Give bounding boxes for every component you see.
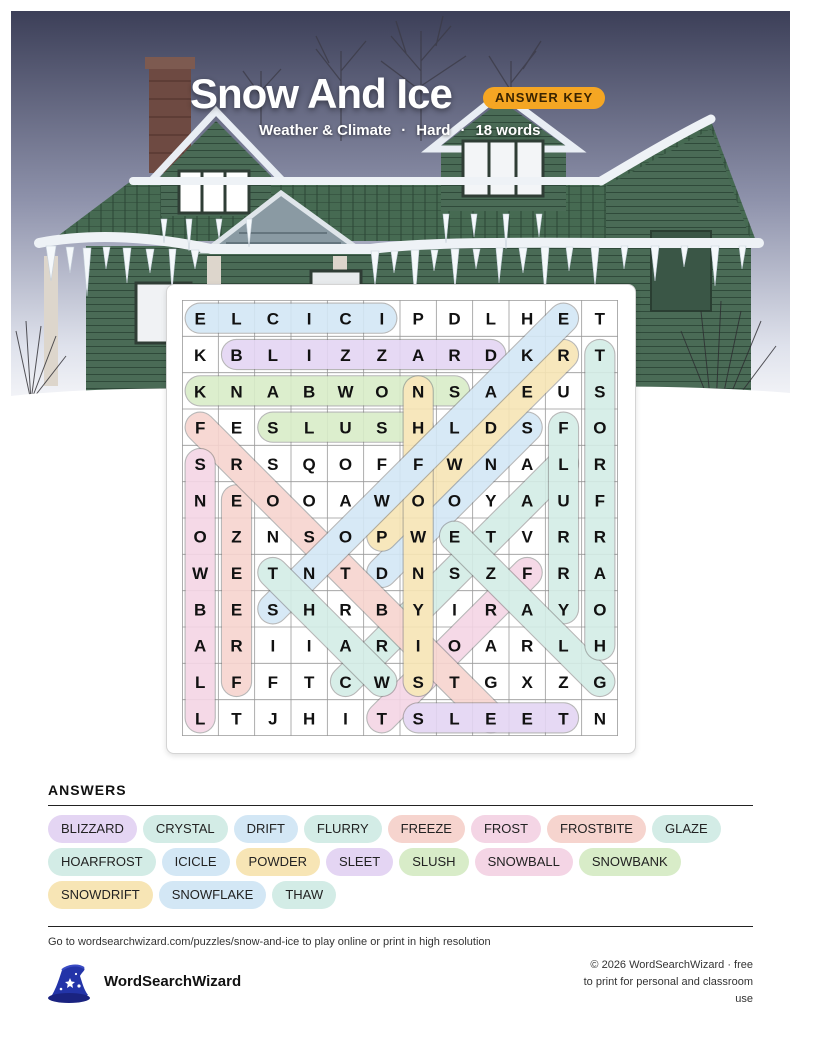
grid-letter: P bbox=[376, 527, 388, 547]
grid-letter: Z bbox=[485, 564, 497, 583]
grid-letter: F bbox=[231, 673, 242, 692]
grid-letter: A bbox=[194, 636, 207, 656]
grid-letter: W bbox=[373, 673, 390, 692]
answer-chip-flurry: FLURRY bbox=[304, 815, 382, 843]
grid-letter: X bbox=[521, 673, 533, 692]
grid-letter: V bbox=[521, 527, 533, 547]
grid-letter: Y bbox=[557, 600, 570, 620]
grid-letter: N bbox=[303, 564, 316, 583]
grid-letter: A bbox=[593, 564, 606, 583]
answer-key-badge: ANSWER KEY bbox=[483, 87, 605, 109]
grid-letter: S bbox=[267, 600, 279, 620]
word-count-label: 18 words bbox=[475, 122, 541, 139]
grid-letter: A bbox=[339, 636, 352, 656]
grid-letter: O bbox=[375, 382, 389, 402]
grid-letter: S bbox=[303, 527, 315, 547]
grid-letter: L bbox=[558, 455, 569, 474]
grid-letter: N bbox=[266, 527, 279, 547]
answers-heading: ANSWERS bbox=[48, 782, 127, 798]
grid-letter: K bbox=[194, 346, 207, 365]
grid-letter: T bbox=[231, 709, 242, 729]
grid-letter: E bbox=[557, 309, 570, 329]
grid-letter: R bbox=[593, 455, 606, 474]
grid-letter: J bbox=[268, 709, 278, 729]
grid-letter: P bbox=[412, 309, 424, 329]
grid-letter: Y bbox=[485, 491, 497, 511]
grid-letter: D bbox=[484, 346, 497, 365]
answer-chip-snowball: SNOWBALL bbox=[475, 848, 573, 876]
grid-letter: I bbox=[415, 636, 421, 656]
grid-letter: I bbox=[343, 709, 348, 729]
answer-chip-snowdrift: SNOWDRIFT bbox=[48, 881, 153, 909]
grid-letter: A bbox=[521, 600, 534, 620]
category-label: Weather & Climate bbox=[259, 122, 392, 139]
grid-letter: N bbox=[412, 564, 425, 583]
grid-letter: B bbox=[194, 600, 207, 620]
answer-chip-drift: DRIFT bbox=[234, 815, 298, 843]
grid-letter: A bbox=[412, 346, 425, 365]
grid-letter: I bbox=[306, 309, 312, 329]
grid-letter: E bbox=[521, 382, 533, 402]
grid-letter: K bbox=[194, 382, 207, 402]
word-search-grid bbox=[182, 300, 618, 736]
copyright-notice: © 2026 WordSearchWizard · free to print for personal and classroom use bbox=[583, 959, 753, 1005]
grid-letter: I bbox=[452, 600, 457, 620]
grid-letter: F bbox=[376, 455, 388, 474]
grid-letter: Q bbox=[302, 455, 316, 474]
grid-letter: O bbox=[302, 491, 316, 511]
difficulty-label: Hard bbox=[416, 122, 451, 139]
grid-letter: A bbox=[266, 382, 279, 402]
grid-letter: N bbox=[412, 382, 425, 402]
grid-letter: T bbox=[303, 673, 315, 692]
grid-letter: D bbox=[375, 564, 388, 583]
grid-letter: N bbox=[230, 382, 243, 402]
meta-separator: · bbox=[401, 122, 407, 139]
grid-letter: O bbox=[447, 491, 462, 511]
grid-letter: E bbox=[230, 564, 243, 583]
grid-letter: Z bbox=[231, 527, 242, 547]
grid-letter: Z bbox=[340, 346, 351, 365]
grid-letter: T bbox=[594, 346, 606, 365]
grid-letter: H bbox=[303, 709, 316, 729]
grid-letter: U bbox=[557, 491, 570, 511]
grid-letter: I bbox=[306, 346, 312, 365]
grid-letter: R bbox=[339, 600, 352, 620]
grid-letter: E bbox=[230, 600, 243, 620]
grid-letter: T bbox=[267, 564, 279, 583]
grid-letter: R bbox=[230, 455, 243, 474]
grid-letter: O bbox=[593, 418, 607, 438]
answer-chip-frost: FROST bbox=[471, 815, 541, 843]
grid-letter: H bbox=[521, 309, 534, 329]
grid-letter: L bbox=[231, 309, 242, 329]
grid-letter: R bbox=[484, 600, 497, 620]
grid-letter: L bbox=[194, 709, 206, 729]
grid-letter: F bbox=[412, 455, 424, 474]
grid-letter: T bbox=[340, 564, 351, 583]
grid-letter: B bbox=[303, 382, 316, 402]
grid-letter: L bbox=[449, 418, 460, 438]
grid-letter: Y bbox=[412, 600, 424, 620]
answer-chip-glaze: GLAZE bbox=[652, 815, 721, 843]
grid-letter: T bbox=[485, 527, 497, 547]
grid-letter: S bbox=[448, 564, 461, 583]
grid-letter: L bbox=[194, 673, 206, 692]
answer-chip-thaw: THAW bbox=[272, 881, 336, 909]
grid-letter: A bbox=[484, 636, 497, 656]
grid-letter: S bbox=[412, 673, 424, 692]
grid-letter: D bbox=[448, 309, 461, 329]
footer-divider bbox=[48, 926, 753, 927]
grid-letter: N bbox=[593, 709, 606, 729]
grid-letter: S bbox=[267, 418, 279, 438]
grid-letter: S bbox=[412, 709, 424, 729]
answer-chip-freeze: FREEZE bbox=[388, 815, 465, 843]
grid-letter: O bbox=[193, 527, 207, 547]
answers-list bbox=[48, 815, 760, 909]
grid-letter: W bbox=[192, 564, 209, 583]
grid-letter: A bbox=[521, 455, 534, 474]
grid-letter: C bbox=[339, 309, 352, 329]
grid-letter: K bbox=[521, 346, 534, 365]
grid-letter: A bbox=[521, 491, 534, 511]
grid-letter: B bbox=[375, 600, 388, 620]
grid-letter: S bbox=[194, 455, 206, 474]
meta-separator: · bbox=[460, 122, 466, 139]
grid-letter: L bbox=[558, 636, 569, 656]
grid-letter: G bbox=[593, 673, 607, 692]
wizard-hat-logo-icon bbox=[46, 962, 94, 1009]
grid-letter: A bbox=[484, 382, 497, 402]
grid-letter: R bbox=[230, 636, 243, 656]
grid-letter: I bbox=[379, 309, 385, 329]
answer-chip-icicle: ICICLE bbox=[162, 848, 230, 876]
answer-chip-hoarfrost: HOARFROST bbox=[48, 848, 156, 876]
grid-letter: S bbox=[594, 382, 606, 402]
grid-letter: E bbox=[194, 309, 206, 329]
grid-letter: R bbox=[521, 636, 534, 656]
grid-letter: R bbox=[593, 527, 606, 547]
grid-letter: S bbox=[267, 455, 279, 474]
grid-letter: F bbox=[194, 418, 206, 438]
grid-letter: O bbox=[338, 527, 353, 547]
grid-letter: S bbox=[448, 382, 461, 402]
answers-divider bbox=[48, 805, 753, 806]
answer-chip-crystal: CRYSTAL bbox=[143, 815, 228, 843]
grid-letter: S bbox=[376, 418, 388, 438]
grid-letter: H bbox=[593, 636, 606, 656]
grid-letter: D bbox=[484, 418, 497, 438]
grid-letter: R bbox=[557, 527, 570, 547]
grid-letter: E bbox=[521, 709, 533, 729]
grid-letter: H bbox=[412, 418, 425, 438]
grid-letter: T bbox=[376, 709, 388, 729]
grid-letter: R bbox=[375, 636, 388, 656]
answer-chip-snowflake: SNOWFLAKE bbox=[159, 881, 267, 909]
grid-letter: N bbox=[484, 455, 497, 474]
grid-letter: S bbox=[521, 418, 533, 438]
grid-letter: O bbox=[593, 600, 607, 620]
grid-letter: A bbox=[339, 491, 352, 511]
grid-letter: I bbox=[270, 636, 276, 656]
grid-letter: E bbox=[230, 418, 243, 438]
grid-letter: Z bbox=[558, 673, 569, 692]
answer-chip-frostbite: FROSTBITE bbox=[547, 815, 646, 843]
grid-letter: L bbox=[303, 418, 315, 438]
answer-chip-sleet: SLEET bbox=[326, 848, 393, 876]
grid-letter: F bbox=[267, 673, 279, 692]
grid-letter: O bbox=[411, 491, 425, 511]
grid-letter: L bbox=[267, 346, 279, 365]
answer-chip-snowbank: SNOWBANK bbox=[579, 848, 681, 876]
grid-letter: W bbox=[410, 527, 427, 547]
grid-letter: W bbox=[337, 382, 354, 402]
puzzle-title: Snow And Ice bbox=[190, 70, 452, 117]
answer-chip-powder: POWDER bbox=[236, 848, 321, 876]
grid-letter: O bbox=[266, 491, 280, 511]
grid-letter: R bbox=[448, 346, 461, 365]
grid-letter: R bbox=[557, 346, 570, 365]
grid-letter: U bbox=[557, 382, 570, 402]
grid-letter: U bbox=[339, 418, 352, 438]
grid-letter: G bbox=[484, 673, 498, 692]
brand-name: WordSearchWizard bbox=[104, 973, 242, 990]
grid-letter: E bbox=[485, 709, 497, 729]
grid-letter: W bbox=[446, 455, 463, 474]
grid-letter: F bbox=[594, 491, 606, 511]
grid-letter: O bbox=[338, 455, 353, 474]
answer-chip-blizzard: BLIZZARD bbox=[48, 815, 137, 843]
grid-letter: E bbox=[448, 527, 461, 547]
grid-letter: T bbox=[594, 309, 606, 329]
grid-letter: C bbox=[266, 309, 279, 329]
grid-letter: T bbox=[449, 673, 460, 692]
grid-letter: L bbox=[485, 309, 497, 329]
grid-letter: N bbox=[194, 491, 207, 511]
grid-letter: B bbox=[230, 346, 243, 365]
grid-letter: W bbox=[373, 491, 390, 511]
puzzle-link-text[interactable]: Go to wordsearchwizard.com/puzzles/snow-and-ice to play online or print in high resolution bbox=[48, 936, 491, 948]
grid-letter: Z bbox=[376, 346, 388, 365]
grid-letter: R bbox=[557, 564, 570, 583]
grid-letter: F bbox=[521, 564, 533, 583]
grid-letter: O bbox=[447, 636, 462, 656]
grid-letter: F bbox=[558, 418, 569, 438]
grid-letter: I bbox=[306, 636, 312, 656]
grid-letter: E bbox=[230, 491, 243, 511]
grid-letter: C bbox=[339, 673, 352, 692]
puzzle-meta bbox=[259, 122, 540, 139]
answer-chip-slush: SLUSH bbox=[399, 848, 468, 876]
grid-letter: L bbox=[449, 709, 460, 729]
grid-letter: H bbox=[303, 600, 316, 620]
grid-letter: T bbox=[558, 709, 569, 729]
